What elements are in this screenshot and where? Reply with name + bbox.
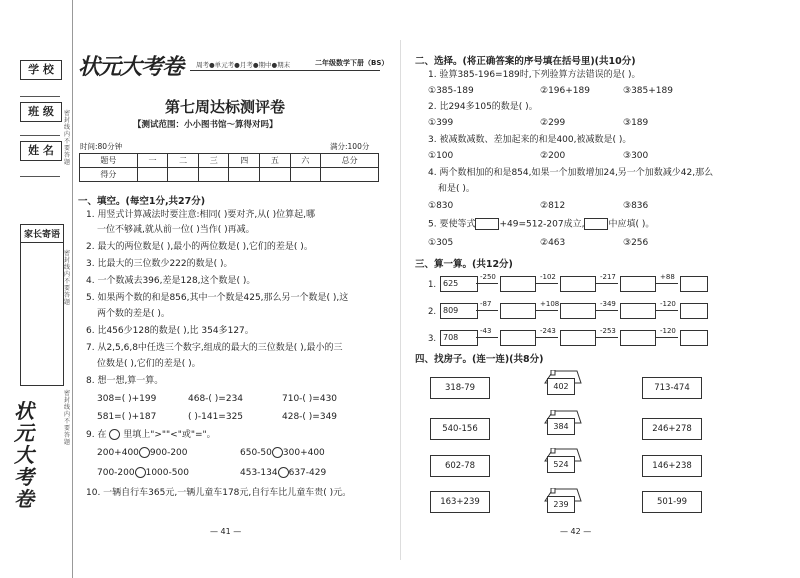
- score-table: [79, 153, 379, 182]
- arrow-icon: [476, 310, 498, 311]
- chain-answer-box[interactable]: [560, 330, 596, 346]
- seal-text: 密封线内不要答题: [64, 390, 71, 446]
- choice-4: 4. 两个数相加的和是854,如果一个加数增加24,另一个加数减少42,那么: [428, 168, 714, 178]
- score-cell[interactable]: [321, 168, 379, 182]
- page-title: 第七周达标测评卷: [165, 98, 286, 116]
- score-table-cell: 三: [198, 154, 229, 168]
- house[interactable]: [543, 448, 581, 474]
- choice-2-option[interactable]: ②299: [540, 118, 566, 128]
- expression-box[interactable]: 163+239: [430, 491, 490, 513]
- class-label: 班 级: [20, 102, 62, 122]
- chain-op: -120: [660, 327, 676, 335]
- seal-text: 密封线内不要答题: [64, 250, 71, 306]
- score-table-cell: 五: [260, 154, 291, 168]
- compare-9a: [97, 447, 188, 459]
- choice-5-option[interactable]: ①305: [428, 238, 454, 248]
- compare-circle-icon: [109, 429, 120, 440]
- score-table-cell: 题号: [80, 154, 138, 168]
- house-number: 402: [547, 378, 575, 395]
- compare-circle[interactable]: [272, 447, 283, 458]
- parent-message-label: 家长寄语: [21, 225, 63, 243]
- name-line[interactable]: [20, 176, 60, 177]
- house[interactable]: [543, 370, 581, 396]
- choice-4-option[interactable]: ①830: [428, 201, 454, 211]
- choice-5-option[interactable]: ②463: [540, 238, 566, 248]
- score-cell[interactable]: [290, 168, 321, 182]
- name-label: 姓 名: [20, 141, 62, 161]
- choice-1: 1. 验算385-196=189时,下列验算方法错误的是( )。: [428, 70, 641, 80]
- score-table-score-row: [80, 168, 379, 182]
- page-number-right: — 42 —: [560, 527, 592, 536]
- choice-3-option[interactable]: ①100: [428, 151, 454, 161]
- house-number: 239: [547, 496, 575, 513]
- chain-op: -102: [540, 273, 556, 281]
- chain-index: 2.: [428, 307, 437, 317]
- score-table-cell: 二: [168, 154, 199, 168]
- choice-2: 2. 比294多105的数是( )。: [428, 102, 538, 112]
- question-8d: 581=( )+187: [97, 412, 157, 422]
- chain-op: -243: [540, 327, 556, 335]
- page-fold: [400, 40, 401, 560]
- choice-5-post: 中应填( )。: [608, 219, 655, 230]
- question-8b: 468-( )=234: [188, 394, 244, 404]
- chain-start: 809: [440, 303, 478, 319]
- compare-left: 200+400: [97, 448, 139, 458]
- chain-op: -250: [480, 273, 496, 281]
- question-1: 1. 用竖式计算减法时要注意:相同( )要对齐,从( )位算起,哪: [86, 210, 315, 220]
- score-row-label: 得分: [80, 168, 138, 182]
- question-5-cont: 两个数的差是( )。: [97, 309, 170, 319]
- house[interactable]: [543, 488, 581, 514]
- parent-message-box[interactable]: [20, 224, 64, 386]
- compare-9c: [97, 467, 189, 479]
- section-3-heading: 三、算一算。(共12分): [415, 259, 513, 270]
- choice-1-option[interactable]: ②196+189: [540, 86, 590, 96]
- score-table-cell: 六: [290, 154, 321, 168]
- section-4-heading: 四、找房子。(连一连)(共8分): [415, 354, 544, 365]
- test-scope: 【测试范围：小小图书馆～算得对吗】: [133, 120, 278, 130]
- arrow-icon: [656, 310, 678, 311]
- blank-box[interactable]: [584, 218, 608, 230]
- arrow-icon: [536, 310, 558, 311]
- chain-answer-box[interactable]: [500, 330, 536, 346]
- chain-op: -349: [600, 300, 616, 308]
- compare-left: 453-134: [240, 468, 278, 478]
- choice-3-option[interactable]: ③300: [623, 151, 649, 161]
- compare-9d: [240, 467, 326, 479]
- score-cell[interactable]: [137, 168, 168, 182]
- chain-answer-box[interactable]: [500, 303, 536, 319]
- class-line[interactable]: [20, 135, 60, 136]
- chain-op: -87: [480, 300, 492, 308]
- chain-start: 625: [440, 276, 478, 292]
- question-1-cont: 一位不够减,就从前一位( )当作( )再减。: [97, 225, 255, 235]
- section-2-heading: 二、选择。(将正确答案的序号填在括号里)(共10分): [415, 56, 636, 67]
- chain-op: +108: [540, 300, 560, 308]
- chain-answer-box[interactable]: [560, 303, 596, 319]
- choice-3: 3. 被减数减数、差加起来的和是400,被减数是( )。: [428, 135, 632, 145]
- compare-left: 700-200: [97, 468, 135, 478]
- choice-5-pre: 5. 要使等式: [428, 219, 476, 230]
- score-cell[interactable]: [260, 168, 291, 182]
- seal-text: 密封线内不要答题: [64, 110, 71, 166]
- question-8e: ( )-141=325: [188, 412, 244, 422]
- arrow-icon: [596, 310, 618, 311]
- choice-2-option[interactable]: ③189: [623, 118, 649, 128]
- choice-2-option[interactable]: ①399: [428, 118, 454, 128]
- expression-box[interactable]: 246+278: [642, 418, 702, 440]
- binding-sidebar: [0, 0, 73, 578]
- question-6: 6. 比456少128的数是( ),比 354多127。: [86, 326, 254, 336]
- house-number: 524: [547, 456, 575, 473]
- expression-box[interactable]: 318-79: [430, 377, 490, 399]
- score-cell[interactable]: [229, 168, 260, 182]
- compare-right: 637-429: [288, 468, 327, 478]
- compare-right: 300+400: [282, 448, 325, 458]
- choice-4-option[interactable]: ③836: [623, 201, 649, 211]
- question-7: 7. 从2,5,6,8中任选三个数字,组成的最大的三位数是( ),最小的三: [86, 343, 343, 353]
- chain-answer-box[interactable]: [680, 330, 708, 346]
- chain-op: -217: [600, 273, 616, 281]
- arrow-icon: [596, 283, 618, 284]
- question-9-prefix: 9. 在: [86, 430, 107, 440]
- compare-circle[interactable]: [135, 467, 146, 478]
- chain-op: -43: [480, 327, 492, 335]
- compare-right: 900-200: [149, 448, 188, 458]
- expression-box[interactable]: 540-156: [430, 418, 490, 440]
- sidebar-logo: 状元大考卷: [14, 399, 34, 511]
- question-9: [86, 429, 216, 441]
- header-rule: [190, 70, 380, 71]
- chain-answer-box[interactable]: [620, 303, 656, 319]
- chain-op: -253: [600, 327, 616, 335]
- chain-index: 1.: [428, 280, 437, 290]
- score-cell[interactable]: [168, 168, 199, 182]
- choice-3-option[interactable]: ②200: [540, 151, 566, 161]
- question-8f: 428-( )=349: [282, 412, 338, 422]
- time-limit: 时间:80分钟: [80, 142, 123, 151]
- score-table-cell: 总分: [321, 154, 379, 168]
- question-10: 10. 一辆自行车365元,一辆儿童车178元,自行车比儿童车贵( )元。: [86, 488, 352, 498]
- expression-box[interactable]: 713-474: [642, 377, 702, 399]
- chain-op: +88: [660, 273, 675, 281]
- question-7-cont: 位数是( ),它们的差是( )。: [97, 359, 201, 369]
- chain-index: 3.: [428, 334, 437, 344]
- choice-1-option[interactable]: ①385-189: [428, 86, 474, 96]
- question-8: 8. 想一想,算一算。: [86, 376, 164, 386]
- choice-5-option[interactable]: ③256: [623, 238, 649, 248]
- section-1-heading: 一、填空。(每空1分,共27分): [78, 196, 206, 207]
- chain-start: 708: [440, 330, 478, 346]
- question-8a: 308=( )+199: [97, 394, 157, 404]
- page-number-left: — 41 —: [210, 527, 242, 536]
- chain-op: -120: [660, 300, 676, 308]
- chain-answer-box[interactable]: [680, 276, 708, 292]
- compare-9b: [240, 447, 325, 459]
- brand-logo: 状元大考卷: [78, 54, 184, 80]
- question-8c: 710-( )=430: [282, 394, 338, 404]
- school-line[interactable]: [20, 96, 60, 97]
- expression-box[interactable]: 602-78: [430, 455, 490, 477]
- full-score: 满分:100分: [330, 142, 370, 151]
- choice-1-option[interactable]: ③385+189: [623, 86, 673, 96]
- chain-answer-box[interactable]: [500, 276, 536, 292]
- expression-box[interactable]: 146+238: [642, 455, 702, 477]
- score-table-cell: 一: [137, 154, 168, 168]
- question-4: 4. 一个数减去396,差是128,这个数是( )。: [86, 276, 256, 286]
- compare-left: 650-50: [240, 448, 272, 458]
- house[interactable]: [543, 410, 581, 436]
- choice-5: [428, 218, 654, 231]
- compare-circle[interactable]: [139, 447, 150, 458]
- score-cell[interactable]: [198, 168, 229, 182]
- question-3: 3. 比最大的三位数少222的数是( )。: [86, 259, 233, 269]
- question-2: 2. 最大的两位数是( ),最小的两位数是( ),它们的差是( )。: [86, 242, 313, 252]
- house-number: 384: [547, 418, 575, 435]
- arrow-icon: [656, 283, 678, 284]
- choice-5-mid: +49=512-207成立,: [499, 219, 585, 230]
- exam-tags: 周考●单元考●月考●期中●期末: [196, 61, 291, 69]
- choice-4-option[interactable]: ②812: [540, 201, 566, 211]
- school-label: 学 校: [20, 60, 62, 80]
- arrow-icon: [596, 337, 618, 338]
- arrow-icon: [476, 283, 498, 284]
- score-table-header-row: [80, 154, 379, 168]
- grade-label: 二年级数学下册（BS）: [315, 59, 389, 67]
- compare-right: 1000-500: [145, 468, 189, 478]
- arrow-icon: [656, 337, 678, 338]
- chain-answer-box[interactable]: [680, 303, 708, 319]
- choice-4-cont: 和是( )。: [438, 184, 475, 194]
- chain-answer-box[interactable]: [620, 276, 656, 292]
- blank-box[interactable]: [475, 218, 499, 230]
- arrow-icon: [536, 337, 558, 338]
- compare-circle[interactable]: [278, 467, 289, 478]
- chain-answer-box[interactable]: [620, 330, 656, 346]
- score-table-cell: 四: [229, 154, 260, 168]
- question-9-suffix: 里填上">""<"或"="。: [123, 430, 216, 440]
- question-5: 5. 如果两个数的和是856,其中一个数是425,那么另一个数是( ),这: [86, 293, 349, 303]
- expression-box[interactable]: 501-99: [642, 491, 702, 513]
- chain-answer-box[interactable]: [560, 276, 596, 292]
- arrow-icon: [476, 337, 498, 338]
- arrow-icon: [536, 283, 558, 284]
